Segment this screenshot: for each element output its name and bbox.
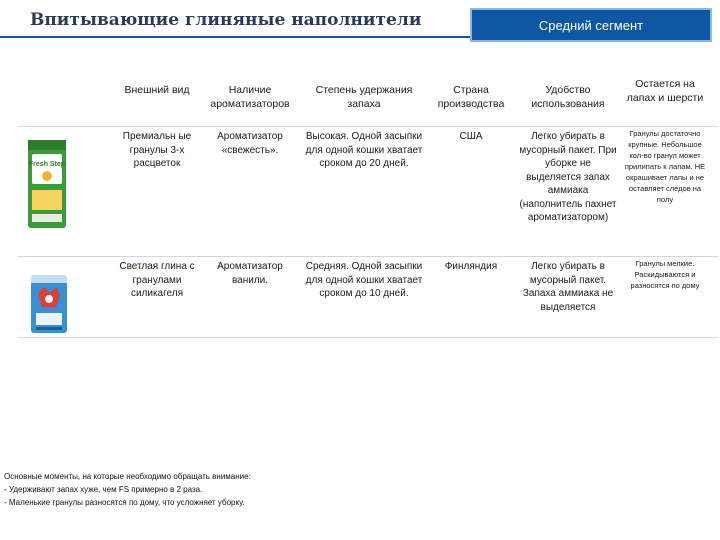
table-row <box>18 126 718 257</box>
fragrance-cell: Ароматизатор «свежесть». <box>217 131 283 156</box>
usability-cell: Легко убирать в мусорный пакет. Запаха аммиака не выделяется <box>522 261 614 313</box>
odor-retention-cell: Высокая. Одной засыпки для одной кошки хватает сроком до 20 дней. <box>305 131 423 169</box>
usability-cell: Легко убирать в мусорный пакет. При уборке не выделяется запах аммиака (наполнитель пахнет ароматизатором) <box>519 131 617 223</box>
page-title: Впитывающие глиняные наполнители <box>30 10 422 30</box>
footer-note: - Удерживают запах хуже, чем FS примерно в 2 раза. <box>4 485 203 494</box>
footer-note: - Маленькие гранулы разносятся по дому, что усложняет уборку. <box>4 498 245 507</box>
footer-notes <box>4 470 504 509</box>
header-image-spacer <box>18 78 116 126</box>
country-cell: Финляндия <box>444 261 498 272</box>
footer-heading: Основные моменты, на которые необходимо обращать внимание: <box>4 472 251 481</box>
appearance-cell: Светлая глина с гранулами силикагеля <box>119 261 195 299</box>
tracking-cell: Гранулы мелкие. Раскидываются и разносятся по дому <box>630 259 700 290</box>
header-cell: Страна производства <box>437 84 505 110</box>
product-image-cell <box>18 257 116 337</box>
segment-label: Средний сегмент <box>470 8 712 42</box>
table-header-row <box>18 78 718 126</box>
header-cell: Остается на лапах и шерсти <box>626 78 704 104</box>
fragrance-cell: Ароматизатор ванили. <box>217 261 283 286</box>
header-cell: Наличие ароматизаторов <box>210 84 290 110</box>
header-cell: Удобство использования <box>531 84 605 110</box>
title-divider <box>0 36 470 38</box>
fresh-step-package-icon <box>24 138 70 230</box>
header-cell: Внешний вид <box>124 84 190 96</box>
package-brand-label: Fresh Step <box>28 161 66 168</box>
tracking-cell: Гранулы достаточно крупные. Небольшое кол-во гранул может прилипать к лапам. НЕ окрашивает лапы и не оставляет следов на полу <box>624 129 706 204</box>
blue-litter-package-icon <box>28 273 70 335</box>
country-cell: США <box>459 131 483 142</box>
product-image-cell <box>18 127 116 257</box>
odor-retention-cell: Средняя. Одной засыпки для одной кошки хватает сроком до 10 дней. <box>305 261 423 299</box>
header-cell: Степень удержания запаха <box>315 84 413 110</box>
appearance-cell: Премиальн ые гранулы 3-х расцветок <box>122 131 192 169</box>
table-row <box>18 256 718 338</box>
